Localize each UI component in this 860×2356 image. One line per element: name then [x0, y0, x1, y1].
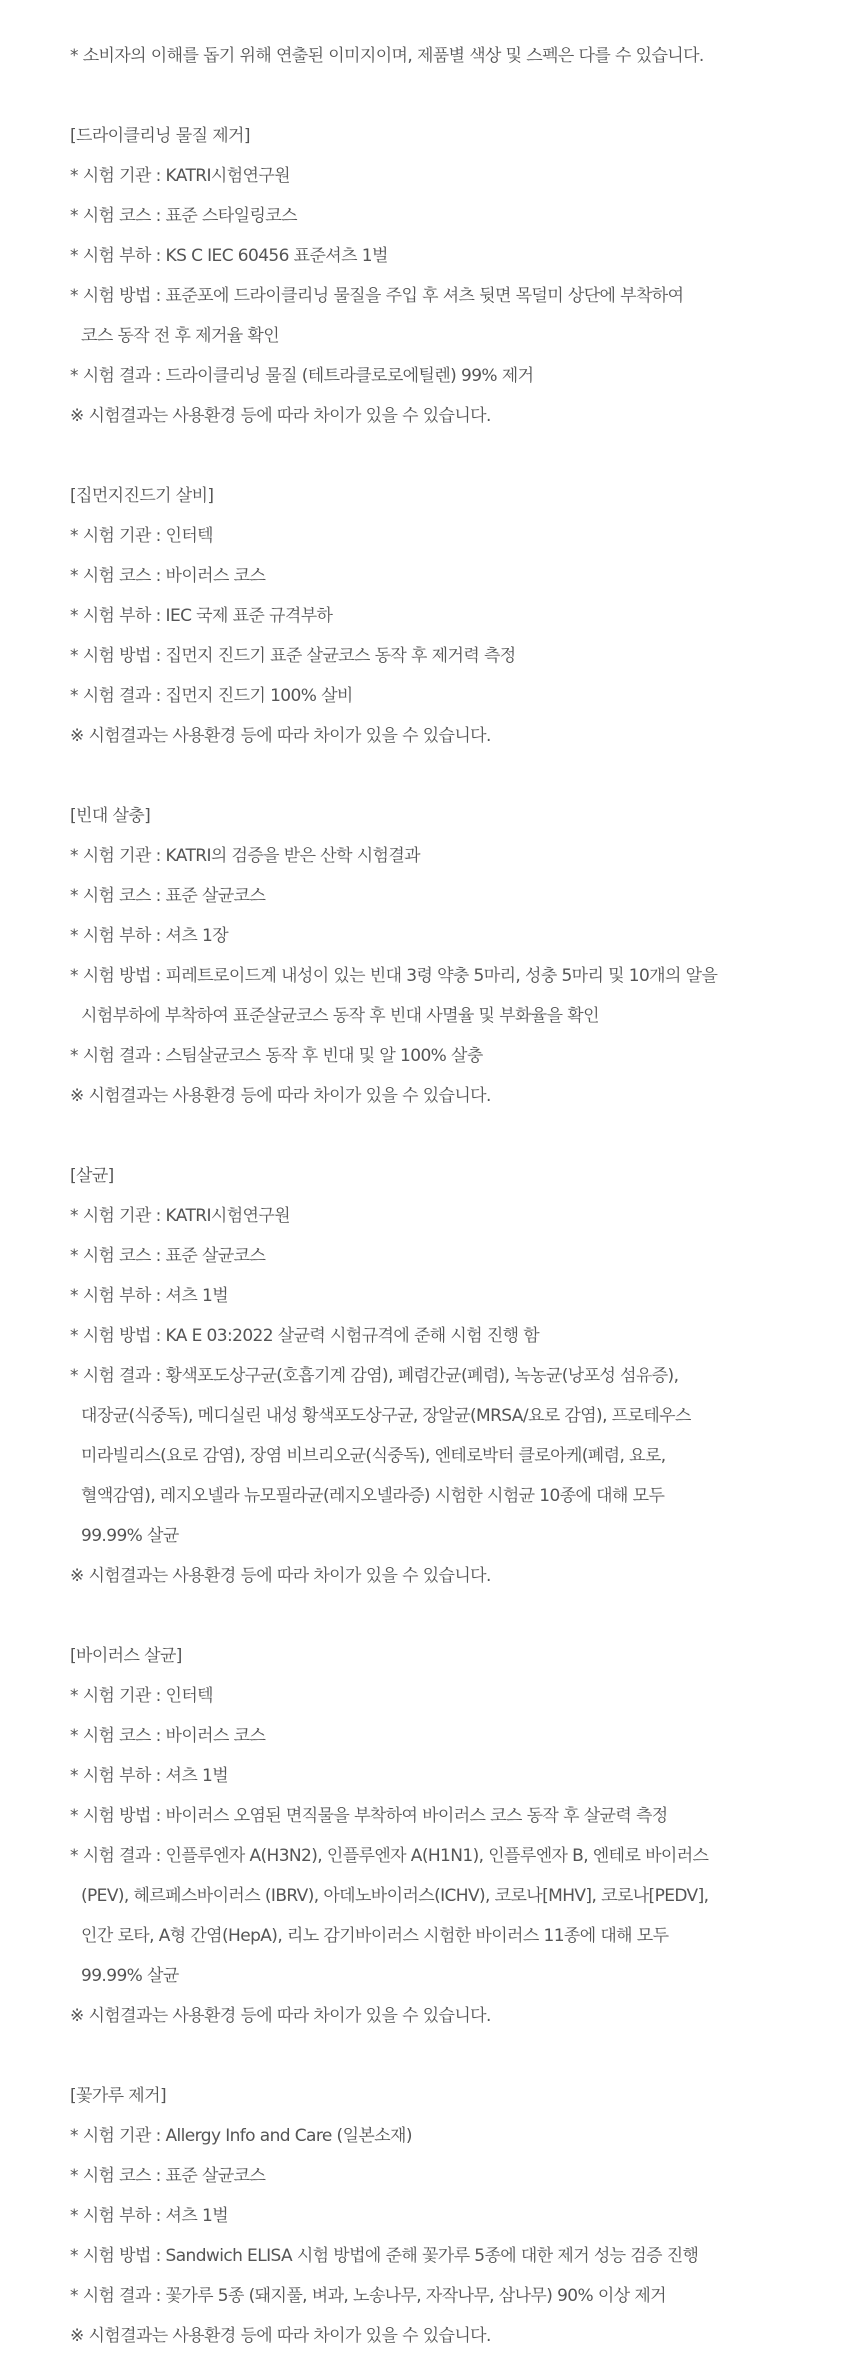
test-result: * 시험 결과 : 스팀살균코스 동작 후 빈대 및 알 100% 살충: [70, 1046, 483, 1066]
test-course: * 시험 코스 : 바이러스 코스: [70, 1726, 266, 1746]
test-method: * 시험 방법 : 피레트로이드계 내성이 있는 빈대 3령 약충 5마리, 성충 5마리 및 10개의 알을: [70, 966, 718, 986]
test-result: * 시험 결과 : 집먼지 진드기 100% 살비: [70, 686, 353, 706]
test-lab: * 시험 기관 : KATRI의 검증을 받은 산학 시험결과: [70, 846, 420, 866]
result-disclaimer: ※ 시험결과는 사용환경 등에 따라 차이가 있을 수 있습니다.: [70, 1086, 491, 1106]
test-result-continued: 미라빌리스(요로 감염), 장염 비브리오균(식중독), 엔테로박터 클로아케(폐렴, 요로,: [81, 1446, 666, 1466]
result-disclaimer: ※ 시험결과는 사용환경 등에 따라 차이가 있을 수 있습니다.: [70, 2326, 491, 2346]
test-load: * 시험 부하 : IEC 국제 표준 규격부하: [70, 606, 333, 626]
result-disclaimer: ※ 시험결과는 사용환경 등에 따라 차이가 있을 수 있습니다.: [70, 406, 491, 426]
test-result-continued: 99.99% 살균: [81, 1966, 179, 1986]
test-lab: * 시험 기관 : 인터텍: [70, 1686, 213, 1706]
spacer: [70, 2036, 820, 2076]
test-result: * 시험 결과 : 황색포도상구균(호흡기계 감염), 폐렴간균(폐렴), 녹농균(낭포성 섬유증),: [70, 1366, 679, 1386]
test-result-continued: 99.99% 살균: [81, 1526, 179, 1546]
test-lab: * 시험 기관 : 인터텍: [70, 526, 213, 546]
test-result: * 시험 결과 : 드라이클리닝 물질 (테트라클로로에틸렌) 99% 제거: [70, 366, 534, 386]
test-course: * 시험 코스 : 표준 살균코스: [70, 2166, 266, 2186]
test-method: * 시험 방법 : KA E 03:2022 살균력 시험규격에 준해 시험 진행 함: [70, 1326, 540, 1346]
section-heading-virus: [바이러스 살균]: [70, 1646, 182, 1666]
test-result-continued: 대장균(식중독), 메디실린 내성 황색포도상구균, 장알균(MRSA/요로 감염), 프로테우스: [81, 1406, 691, 1426]
test-method-continued: 시험부하에 부착하여 표준살균코스 동작 후 빈대 사멸율 및 부화율을 확인: [81, 1006, 599, 1026]
test-course: * 시험 코스 : 표준 스타일링코스: [70, 206, 297, 226]
test-course: * 시험 코스 : 표준 살균코스: [70, 1246, 266, 1266]
section-heading-sterilization: [살균]: [70, 1166, 114, 1186]
section-heading-dust-mite: [집먼지진드기 살비]: [70, 486, 214, 506]
test-course: * 시험 코스 : 바이러스 코스: [70, 566, 266, 586]
test-result-continued: 인간 로타, A형 간염(HepA), 리노 감기바이러스 시험한 바이러스 11종에 대해 모두: [81, 1926, 669, 1946]
test-method: * 시험 방법 : Sandwich ELISA 시험 방법에 준해 꽃가루 5종에 대한 제거 성능 검증 진행: [70, 2246, 699, 2266]
spacer: [70, 436, 820, 476]
test-load: * 시험 부하 : 셔츠 1벌: [70, 1766, 229, 1786]
test-load: * 시험 부하 : 셔츠 1벌: [70, 1286, 229, 1306]
test-method: * 시험 방법 : 바이러스 오염된 면직물을 부착하여 바이러스 코스 동작 후 살균력 측정: [70, 1806, 668, 1826]
section-heading-bedbug: [빈대 살충]: [70, 806, 151, 826]
spacer: [70, 1116, 820, 1156]
test-method: * 시험 방법 : 표준포에 드라이클리닝 물질을 주입 후 셔츠 뒷면 목덜미 상단에 부착하여: [70, 286, 684, 306]
test-method-continued: 코스 동작 전 후 제거율 확인: [81, 326, 280, 346]
test-load: * 시험 부하 : 셔츠 1벌: [70, 2206, 229, 2226]
test-result: * 시험 결과 : 꽃가루 5종 (돼지풀, 벼과, 노송나무, 자작나무, 삼나무) 90% 이상 제거: [70, 2286, 666, 2306]
test-result: * 시험 결과 : 인플루엔자 A(H3N2), 인플루엔자 A(H1N1), 인플루엔자 B, 엔테로 바이러스: [70, 1846, 709, 1866]
test-result-continued: 혈액감염), 레지오넬라 뉴모필라균(레지오넬라증) 시험한 시험균 10종에 대해 모두: [81, 1486, 665, 1506]
test-load: * 시험 부하 : 셔츠 1장: [70, 926, 229, 946]
test-result-continued: (PEV), 헤르페스바이러스 (IBRV), 아데노바이러스(ICHV), 코로나[MHV], 코로나[PEDV],: [81, 1886, 709, 1906]
test-lab: * 시험 기관 : KATRI시험연구원: [70, 1206, 291, 1226]
spacer: [70, 756, 820, 796]
section-heading-dryclean: [드라이클리닝 물질 제거]: [70, 126, 250, 146]
test-lab: * 시험 기관 : KATRI시험연구원: [70, 166, 291, 186]
spacer: [70, 1596, 820, 1636]
test-load: * 시험 부하 : KS C IEC 60456 표준셔츠 1벌: [70, 246, 388, 266]
section-heading-pollen: [꽃가루 제거]: [70, 2086, 166, 2106]
test-lab: * 시험 기관 : Allergy Info and Care (일본소재): [70, 2126, 412, 2146]
test-course: * 시험 코스 : 표준 살균코스: [70, 886, 266, 906]
result-disclaimer: ※ 시험결과는 사용환경 등에 따라 차이가 있을 수 있습니다.: [70, 726, 491, 746]
result-disclaimer: ※ 시험결과는 사용환경 등에 따라 차이가 있을 수 있습니다.: [70, 1566, 491, 1586]
result-disclaimer: ※ 시험결과는 사용환경 등에 따라 차이가 있을 수 있습니다.: [70, 2006, 491, 2026]
intro-disclaimer: * 소비자의 이해를 돕기 위해 연출된 이미지이며, 제품별 색상 및 스펙은 다를 수 있습니다.: [70, 46, 704, 66]
spacer: [70, 76, 820, 116]
test-method: * 시험 방법 : 집먼지 진드기 표준 살균코스 동작 후 제거력 측정: [70, 646, 516, 666]
